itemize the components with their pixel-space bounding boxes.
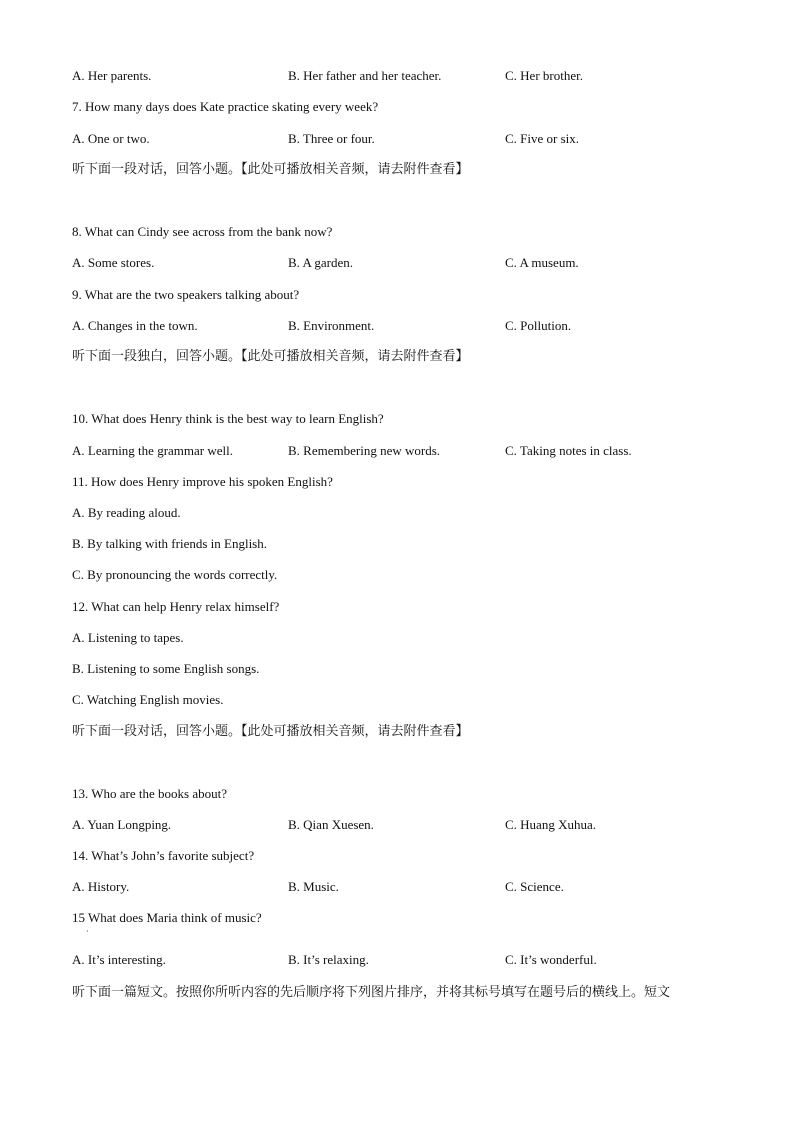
q14-option-c: C. Science. (505, 879, 564, 894)
q15-option-a: A. It’s interesting. (72, 952, 166, 967)
q13-option-c: C. Huang Xuhua. (505, 817, 596, 832)
q8-option-c: C. A museum. (505, 255, 579, 270)
instruction-dialog-2: 听下面一段对话，回答小题。【此处可播放相关音频，请去附件查看】 (72, 724, 469, 739)
q13-option-b: B. Qian Xuesen. (288, 817, 374, 832)
q8-option-a: A. Some stores. (72, 255, 155, 270)
q10-options (0, 443, 794, 459)
q6-option-a: A. Her parents. (72, 68, 152, 83)
q10-option-b: B. Remembering new words. (288, 443, 441, 458)
instruction-passage: 听下面一篇短文。按照你所听内容的先后顺序将下列图片排序，并将其标号填写在题号后的横线上。短文 (72, 985, 671, 1000)
q6-option-b: B. Her father and her teacher. (288, 68, 442, 83)
q11-option-c: C. By pronouncing the words correctly. (72, 567, 278, 582)
instruction-monologue: 听下面一段独白，回答小题。【此处可播放相关音频，请去附件查看】 (72, 349, 469, 364)
q10-option-c: C. Taking notes in class. (505, 443, 632, 458)
q7-option-b: B. Three or four. (288, 131, 375, 146)
instruction-dialog-1: 听下面一段对话，回答小题。【此处可播放相关音频，请去附件查看】 (72, 162, 469, 177)
q7-question: 7. How many days does Kate practice skating every week? (72, 99, 379, 114)
q6-option-c: C. Her brother. (505, 68, 583, 83)
q9-question: 9. What are the two speakers talking about? (72, 287, 300, 302)
q14-option-a: A. History. (72, 879, 130, 894)
q15-options (0, 952, 794, 968)
q11-option-a: A. By reading aloud. (72, 505, 181, 520)
q11-option-b: B. By talking with friends in English. (72, 536, 267, 551)
q9-option-c: C. Pollution. (505, 318, 572, 333)
stray-dot-mark: · (86, 927, 89, 936)
q12-option-c: C. Watching English movies. (72, 692, 224, 707)
q13-options (0, 817, 794, 833)
q9-options (0, 318, 794, 334)
q11-question: 11. How does Henry improve his spoken English? (72, 474, 333, 489)
q12-option-b: B. Listening to some English songs. (72, 661, 260, 676)
q15-question: 15 What does Maria think of music? (72, 910, 262, 925)
q12-option-a: A. Listening to tapes. (72, 630, 184, 645)
q9-option-b: B. Environment. (288, 318, 375, 333)
q7-options (0, 131, 794, 147)
q15-option-c: C. It’s wonderful. (505, 952, 597, 967)
q13-option-a: A. Yuan Longping. (72, 817, 172, 832)
q7-option-a: A. One or two. (72, 131, 150, 146)
q14-option-b: B. Music. (288, 879, 339, 894)
q8-options (0, 255, 794, 271)
q13-question: 13. Who are the books about? (72, 786, 227, 801)
q6-options (0, 68, 794, 84)
q10-question: 10. What does Henry think is the best way to learn English? (72, 411, 384, 426)
q15-option-b: B. It’s relaxing. (288, 952, 369, 967)
q14-options (0, 879, 794, 895)
q10-option-a: A. Learning the grammar well. (72, 443, 233, 458)
q8-question: 8. What can Cindy see across from the bank now? (72, 224, 333, 239)
q7-option-c: C. Five or six. (505, 131, 580, 146)
q9-option-a: A. Changes in the town. (72, 318, 198, 333)
q8-option-b: B. A garden. (288, 255, 353, 270)
q14-question: 14. What’s John’s favorite subject? (72, 848, 255, 863)
q12-question: 12. What can help Henry relax himself? (72, 599, 280, 614)
